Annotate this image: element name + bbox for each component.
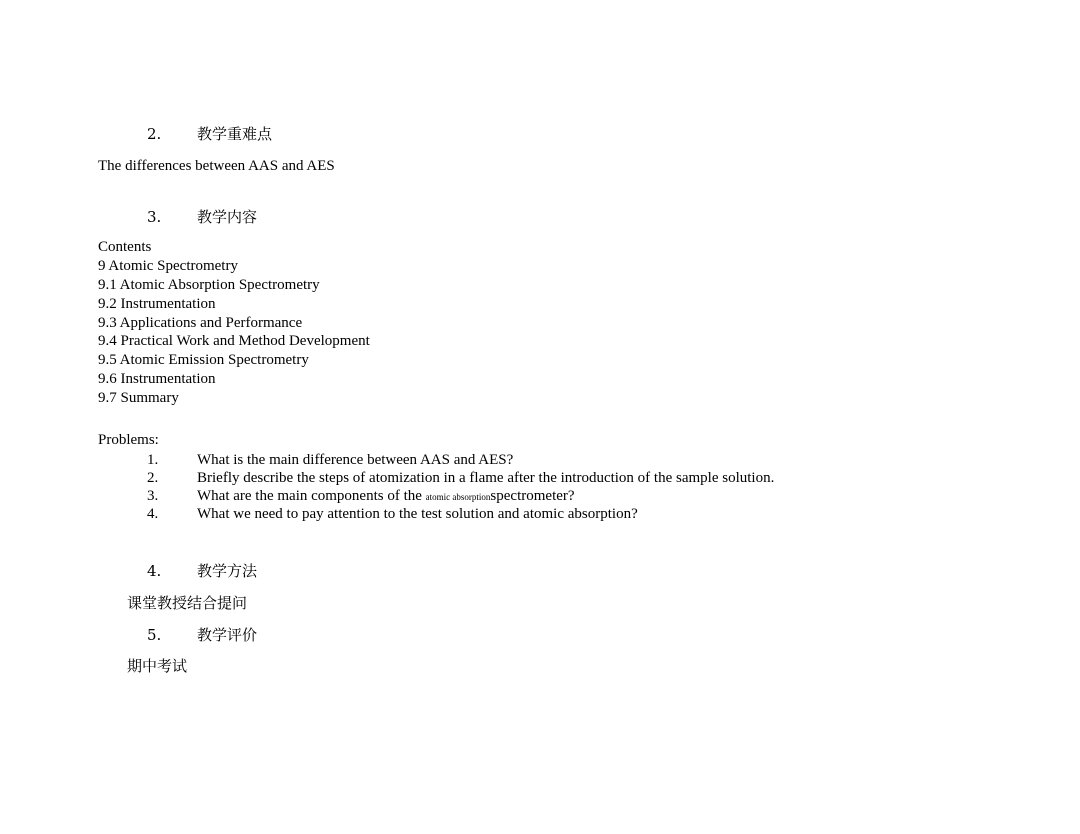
contents-item: 9.1 Atomic Absorption Spectrometry	[98, 276, 320, 293]
problems-label: Problems:	[98, 432, 159, 448]
contents-item: 9.5 Atomic Emission Spectrometry	[98, 352, 309, 369]
contents-item: 9 Atomic Spectrometry	[98, 257, 238, 274]
section-5-heading	[147, 626, 257, 644]
problem-number: 4.	[147, 506, 159, 522]
contents-item: 9.7 Summary	[98, 390, 179, 407]
section-title: 教学重难点	[197, 125, 273, 143]
problem-text-pre: What are the main components of the	[197, 488, 426, 504]
section-number: 5.	[147, 626, 162, 644]
problem-item	[147, 505, 774, 523]
problem-item	[147, 469, 774, 487]
contents-heading: Contents	[98, 239, 152, 255]
section-number: 2.	[147, 125, 162, 143]
problem-text-small: atomic absorption	[425, 492, 491, 502]
contents-item: 9.3 Applications and Performance	[98, 314, 303, 331]
problem-text: Briefly describe the steps of atomization in a flame after the introduction of the sample solution.	[197, 470, 775, 486]
problem-number: 2.	[147, 470, 159, 486]
contents-item: 9.6 Instrumentation	[98, 371, 216, 388]
problem-number: 1.	[147, 452, 159, 468]
section-number: 3.	[147, 208, 162, 226]
problem-text: What we need to pay attention to the test solution and atomic absorption?	[197, 506, 638, 522]
section-5-body: 期中考试	[127, 657, 188, 675]
problem-number: 3.	[147, 488, 159, 504]
contents-item: 9.4 Practical Work and Method Development	[98, 333, 370, 350]
section-3-heading	[147, 208, 257, 226]
problems-list	[147, 451, 774, 523]
problem-text: What is the main difference between AAS and AES?	[197, 452, 514, 468]
section-title: 教学内容	[197, 208, 258, 226]
section-title: 教学评价	[197, 626, 258, 644]
problem-item	[147, 487, 774, 505]
problem-item	[147, 451, 774, 469]
section-number: 4.	[147, 562, 162, 580]
section-4-heading	[147, 562, 257, 580]
contents-item: 9.2 Instrumentation	[98, 295, 216, 312]
contents-list	[98, 238, 370, 408]
section-4-body: 课堂教授结合提问	[127, 594, 248, 612]
section-2-body: The differences between AAS and AES	[98, 158, 335, 174]
problem-text-post: spectrometer?	[490, 488, 575, 504]
section-title: 教学方法	[197, 562, 258, 580]
section-2-heading	[147, 125, 272, 143]
